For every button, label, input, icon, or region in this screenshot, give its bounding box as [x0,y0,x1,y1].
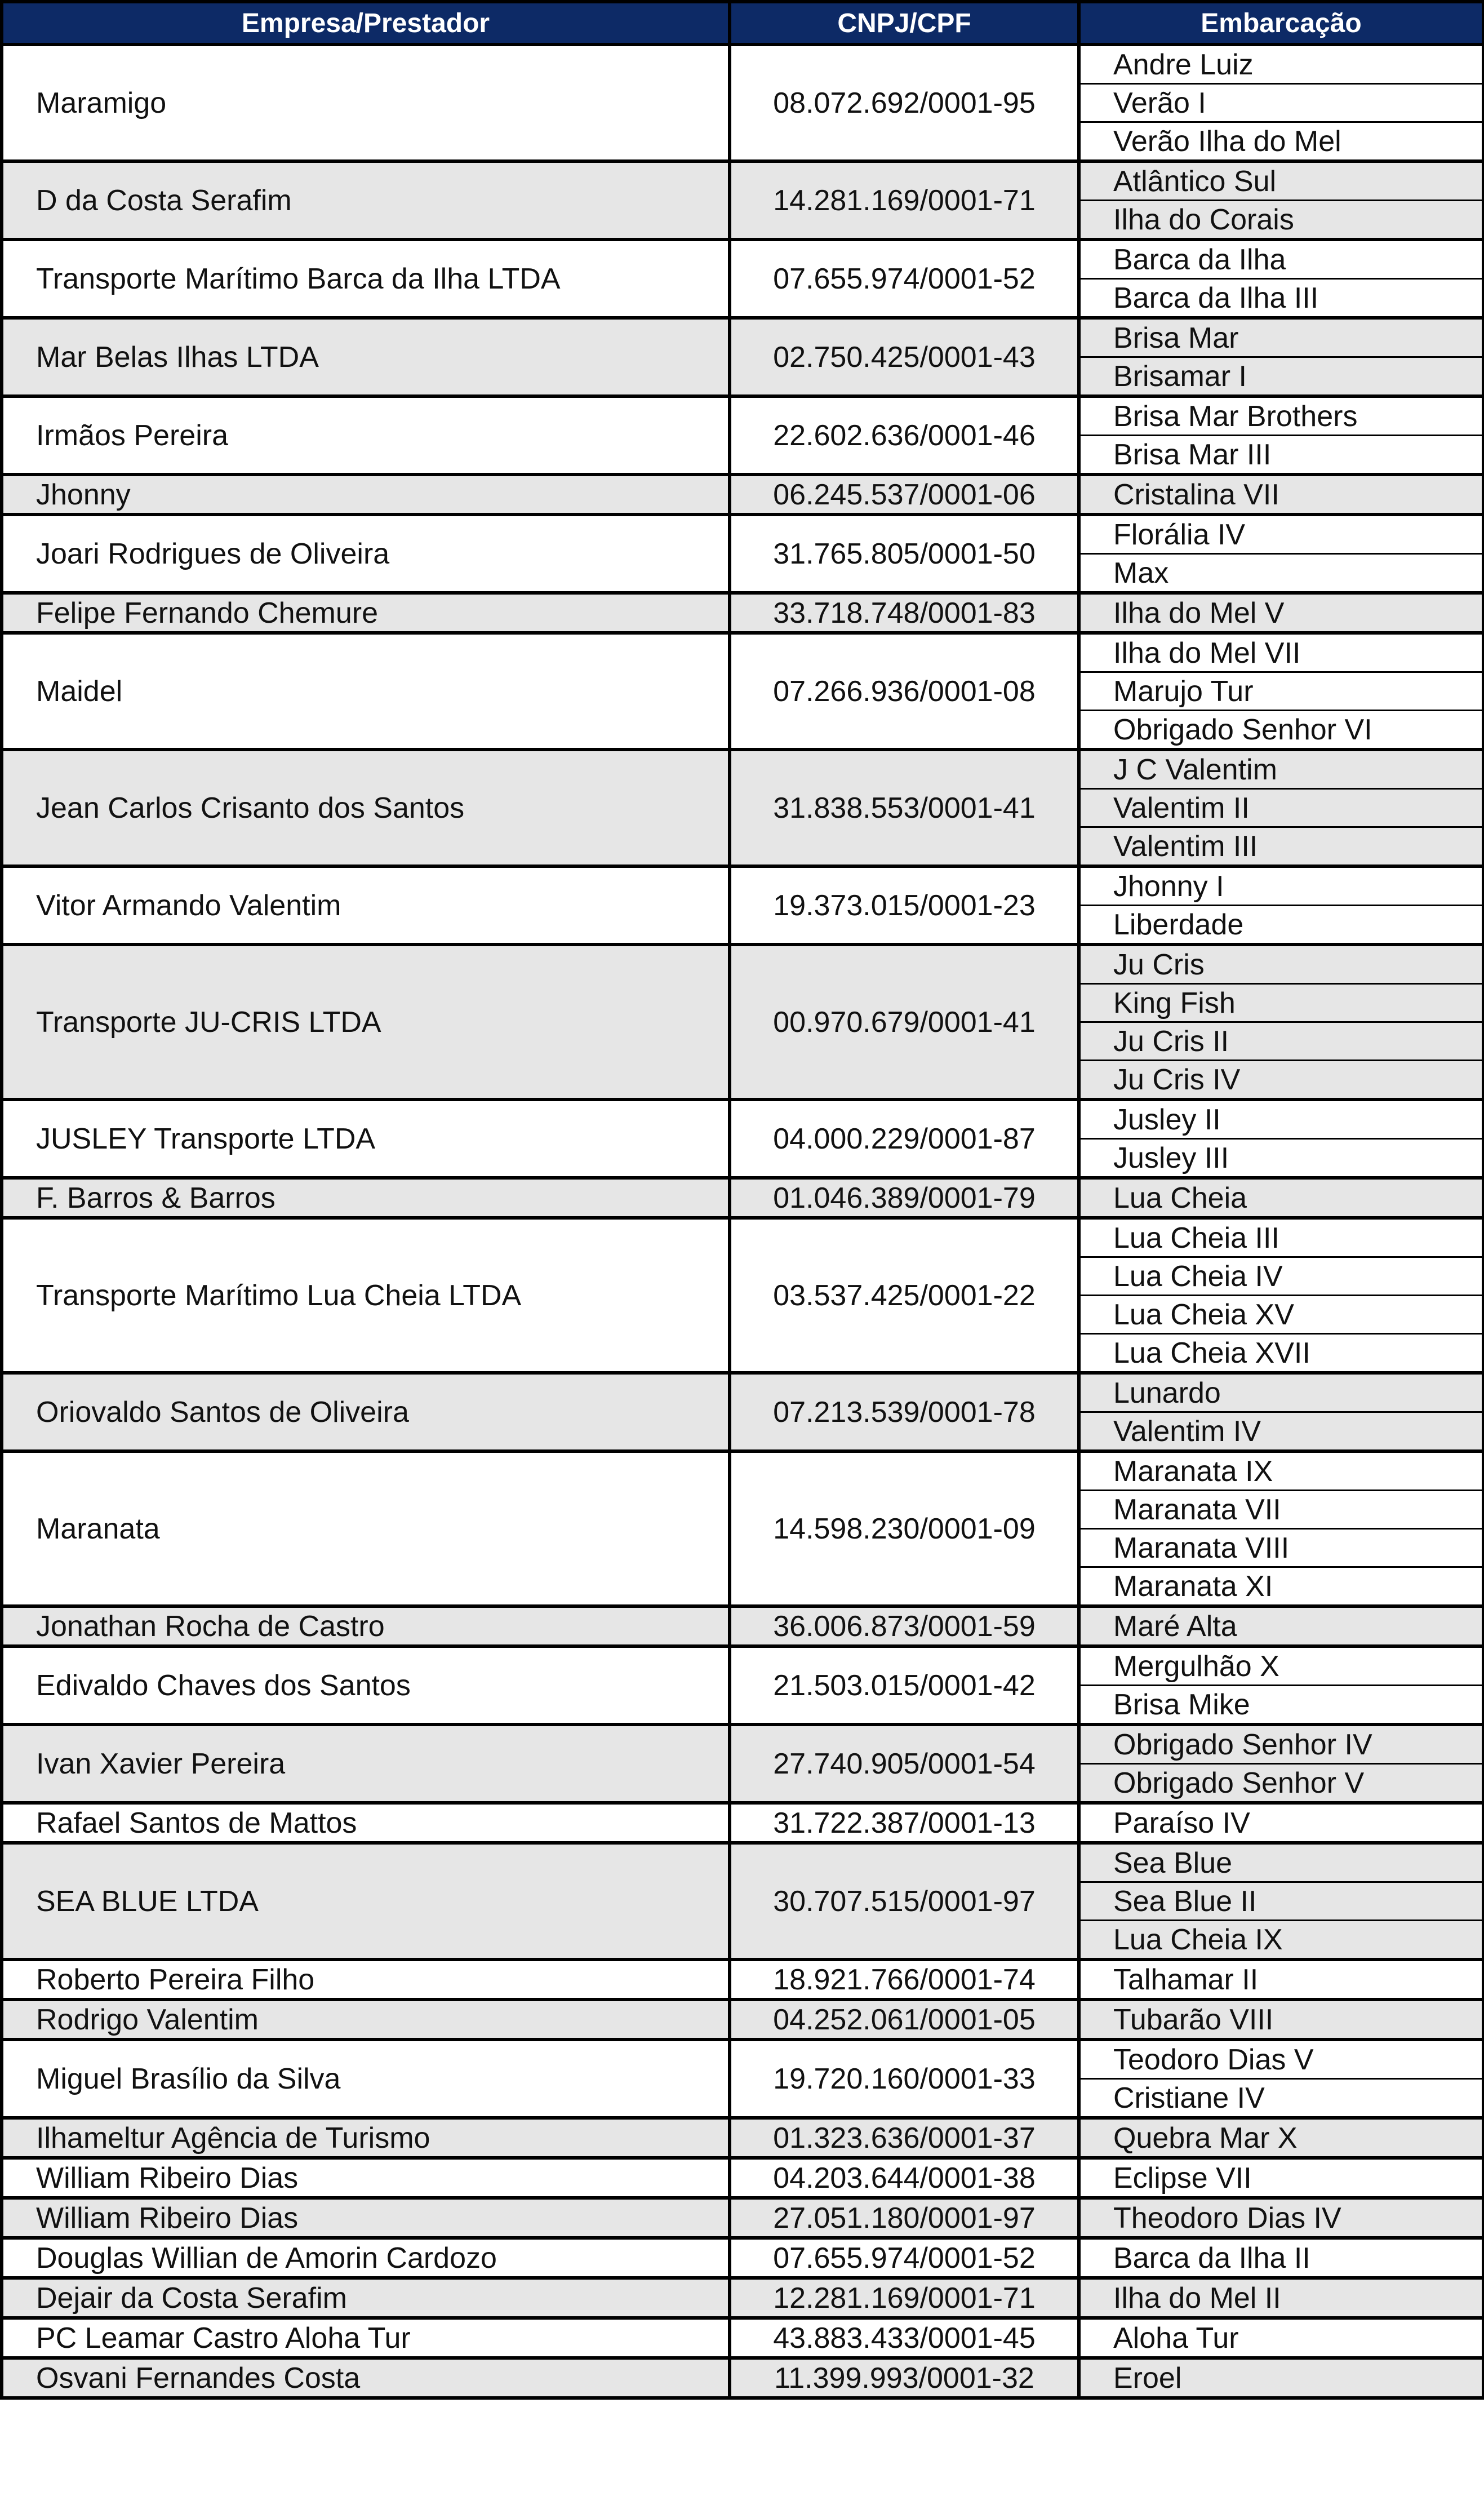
vessel-cell: Lua Cheia IX [1079,1921,1483,1960]
company-cell: Maramigo [2,45,730,161]
cnpj-cell: 14.598.230/0001-09 [730,1451,1079,1606]
cnpj-cell: 19.373.015/0001-23 [730,866,1079,945]
vessel-cell: Ilha do Mel V [1079,593,1483,633]
cnpj-cell: 00.970.679/0001-41 [730,945,1079,1100]
cnpj-cell: 04.000.229/0001-87 [730,1100,1079,1178]
company-cell: PC Leamar Castro Aloha Tur [2,2318,730,2358]
table-row [2,1178,1483,1218]
table-row [2,396,1483,436]
cnpj-cell: 07.655.974/0001-52 [730,2238,1079,2278]
company-cell: Dejair da Costa Serafim [2,2278,730,2318]
vessel-cell: Teodoro Dias V [1079,2040,1483,2079]
cnpj-cell: 33.718.748/0001-83 [730,593,1079,633]
vessel-cell: Valentim II [1079,789,1483,827]
company-cell: Mar Belas Ilhas LTDA [2,318,730,396]
company-cell: Vitor Armando Valentim [2,866,730,945]
company-cell: SEA BLUE LTDA [2,1843,730,1960]
vessel-cell: Tubarão VIII [1079,2000,1483,2040]
cnpj-cell: 31.838.553/0001-41 [730,750,1079,866]
company-cell: Oriovaldo Santos de Oliveira [2,1373,730,1451]
vessel-cell: Obrigado Senhor V [1079,1764,1483,1803]
company-cell: Ivan Xavier Pereira [2,1725,730,1803]
cnpj-cell: 11.399.993/0001-32 [730,2358,1079,2398]
table-row [2,45,1483,84]
vessel-cell: Obrigado Senhor VI [1079,711,1483,750]
vessel-cell: Maranata IX [1079,1451,1483,1491]
vessel-cell: Quebra Mar X [1079,2118,1483,2158]
vessel-cell: Jusley III [1079,1139,1483,1178]
vessel-cell: J C Valentim [1079,750,1483,789]
vessel-cell: Valentim IV [1079,1412,1483,1452]
vessel-cell: Sea Blue [1079,1843,1483,1882]
table-row [2,1218,1483,1257]
cnpj-cell: 07.213.539/0001-78 [730,1373,1079,1451]
cnpj-cell: 08.072.692/0001-95 [730,45,1079,161]
company-cell: Rodrigo Valentim [2,2000,730,2040]
vessel-cell: Maranata VII [1079,1491,1483,1529]
company-cell: Jonathan Rocha de Castro [2,1606,730,1646]
table-row [2,1373,1483,1412]
vessel-cell: Verão I [1079,84,1483,122]
table-row [2,2358,1483,2398]
company-cell: William Ribeiro Dias [2,2198,730,2238]
vessel-cell: Brisa Mar III [1079,436,1483,475]
vessel-cell: Eclipse VII [1079,2158,1483,2198]
table-body [2,45,1483,2398]
table-row [2,866,1483,906]
vessel-cell: Maranata VIII [1079,1529,1483,1567]
cnpj-cell: 43.883.433/0001-45 [730,2318,1079,2358]
vessel-cell: Florália IV [1079,515,1483,554]
cnpj-cell: 30.707.515/0001-97 [730,1843,1079,1960]
table-row [2,2040,1483,2079]
vessel-cell: Lua Cheia [1079,1178,1483,1218]
vessel-cell: Cristalina VII [1079,475,1483,515]
vessel-cell: Marujo Tur [1079,672,1483,711]
cnpj-cell: 07.266.936/0001-08 [730,633,1079,750]
company-cell: Ilhameltur Agência de Turismo [2,2118,730,2158]
vessel-cell: Mergulhão X [1079,1646,1483,1686]
vessel-cell: King Fish [1079,984,1483,1022]
vessel-cell: Ju Cris IV [1079,1061,1483,1100]
table-row [2,318,1483,357]
cnpj-cell: 36.006.873/0001-59 [730,1606,1079,1646]
vessel-cell: Valentim III [1079,827,1483,867]
company-cell: Transporte JU-CRIS LTDA [2,945,730,1100]
cnpj-cell: 06.245.537/0001-06 [730,475,1079,515]
table-row [2,515,1483,554]
table-row [2,633,1483,672]
company-cell: Maranata [2,1451,730,1606]
table-row [2,2278,1483,2318]
header-row [2,2,1483,45]
cnpj-cell: 03.537.425/0001-22 [730,1218,1079,1373]
table-row [2,1725,1483,1764]
cnpj-cell: 19.720.160/0001-33 [730,2040,1079,2118]
vessel-cell: Ju Cris [1079,945,1483,984]
table-row [2,161,1483,201]
company-cell: Osvani Fernandes Costa [2,2358,730,2398]
table-row [2,2000,1483,2040]
company-cell: Edivaldo Chaves dos Santos [2,1646,730,1725]
cnpj-cell: 21.503.015/0001-42 [730,1646,1079,1725]
company-cell: Jhonny [2,475,730,515]
table-row [2,1803,1483,1843]
vessel-cell: Ilha do Mel VII [1079,633,1483,672]
company-cell: JUSLEY Transporte LTDA [2,1100,730,1178]
cnpj-cell: 27.740.905/0001-54 [730,1725,1079,1803]
company-cell: Douglas Willian de Amorin Cardozo [2,2238,730,2278]
company-cell: Miguel Brasílio da Silva [2,2040,730,2118]
cnpj-cell: 18.921.766/0001-74 [730,1960,1079,2000]
cnpj-cell: 31.765.805/0001-50 [730,515,1079,593]
company-cell: Transporte Marítimo Barca da Ilha LTDA [2,240,730,318]
table-row [2,2118,1483,2158]
table-row [2,2238,1483,2278]
cnpj-cell: 01.323.636/0001-37 [730,2118,1079,2158]
company-cell: Transporte Marítimo Lua Cheia LTDA [2,1218,730,1373]
cnpj-cell: 07.655.974/0001-52 [730,240,1079,318]
vessel-cell: Talhamar II [1079,1960,1483,2000]
vessel-cell: Eroel [1079,2358,1483,2398]
vessel-cell: Lua Cheia XV [1079,1296,1483,1334]
vessel-cell: Brisa Mike [1079,1686,1483,1725]
vessel-cell: Barca da Ilha II [1079,2238,1483,2278]
company-cell: Joari Rodrigues de Oliveira [2,515,730,593]
cnpj-cell: 12.281.169/0001-71 [730,2278,1079,2318]
vessel-cell: Verão Ilha do Mel [1079,122,1483,162]
vessel-cell: Liberdade [1079,906,1483,945]
cnpj-cell: 02.750.425/0001-43 [730,318,1079,396]
vessel-cell: Ilha do Mel II [1079,2278,1483,2318]
vessel-cell: Lua Cheia III [1079,1218,1483,1257]
vessel-cell: Ju Cris II [1079,1022,1483,1061]
vessel-cell: Atlântico Sul [1079,161,1483,201]
vessel-cell: Jhonny I [1079,866,1483,906]
vessel-cell: Lua Cheia IV [1079,1257,1483,1296]
vessel-cell: Cristiane IV [1079,2079,1483,2118]
company-cell: Irmãos Pereira [2,396,730,475]
vessel-cell: Lunardo [1079,1373,1483,1412]
table-row [2,1960,1483,2000]
company-cell: Maidel [2,633,730,750]
cnpj-cell: 01.046.389/0001-79 [730,1178,1079,1218]
vessel-cell: Aloha Tur [1079,2318,1483,2358]
table-row [2,2198,1483,2238]
table-row [2,1100,1483,1139]
company-cell: F. Barros & Barros [2,1178,730,1218]
vessel-cell: Brisa Mar Brothers [1079,396,1483,436]
table-row [2,1606,1483,1646]
vessel-cell: Sea Blue II [1079,1882,1483,1921]
table-row [2,593,1483,633]
vessel-cell: Andre Luiz [1079,45,1483,84]
vessel-cell: Jusley II [1079,1100,1483,1139]
vessel-cell: Ilha do Corais [1079,201,1483,240]
vessel-cell: Maré Alta [1079,1606,1483,1646]
company-cell: Jean Carlos Crisanto dos Santos [2,750,730,866]
vessel-cell: Lua Cheia XVII [1079,1334,1483,1373]
header-vessel: Embarcação [1079,2,1483,45]
header-company: Empresa/Prestador [2,2,730,45]
table-row [2,2318,1483,2358]
cnpj-cell: 22.602.636/0001-46 [730,396,1079,475]
company-cell: D da Costa Serafim [2,161,730,240]
cnpj-cell: 31.722.387/0001-13 [730,1803,1079,1843]
table-row [2,475,1483,515]
vessel-cell: Theodoro Dias IV [1079,2198,1483,2238]
company-cell: Rafael Santos de Mattos [2,1803,730,1843]
table-row [2,750,1483,789]
cnpj-cell: 27.051.180/0001-97 [730,2198,1079,2238]
cnpj-cell: 04.252.061/0001-05 [730,2000,1079,2040]
table-row [2,1451,1483,1491]
cnpj-cell: 14.281.169/0001-71 [730,161,1079,240]
company-cell: William Ribeiro Dias [2,2158,730,2198]
table-row [2,1843,1483,1882]
table-row [2,1646,1483,1686]
company-cell: Felipe Fernando Chemure [2,593,730,633]
vessel-cell: Max [1079,554,1483,593]
vessel-cell: Barca da Ilha [1079,240,1483,279]
table-row [2,2158,1483,2198]
vessel-cell: Brisamar I [1079,357,1483,397]
vessel-cell: Barca da Ilha III [1079,279,1483,318]
vessel-cell: Maranata XI [1079,1567,1483,1607]
header-cnpj: CNPJ/CPF [730,2,1079,45]
cnpj-cell: 04.203.644/0001-38 [730,2158,1079,2198]
table-row [2,945,1483,984]
vessel-cell: Brisa Mar [1079,318,1483,357]
vessel-cell: Paraíso IV [1079,1803,1483,1843]
table-row [2,240,1483,279]
company-cell: Roberto Pereira Filho [2,1960,730,2000]
vessel-cell: Obrigado Senhor IV [1079,1725,1483,1764]
